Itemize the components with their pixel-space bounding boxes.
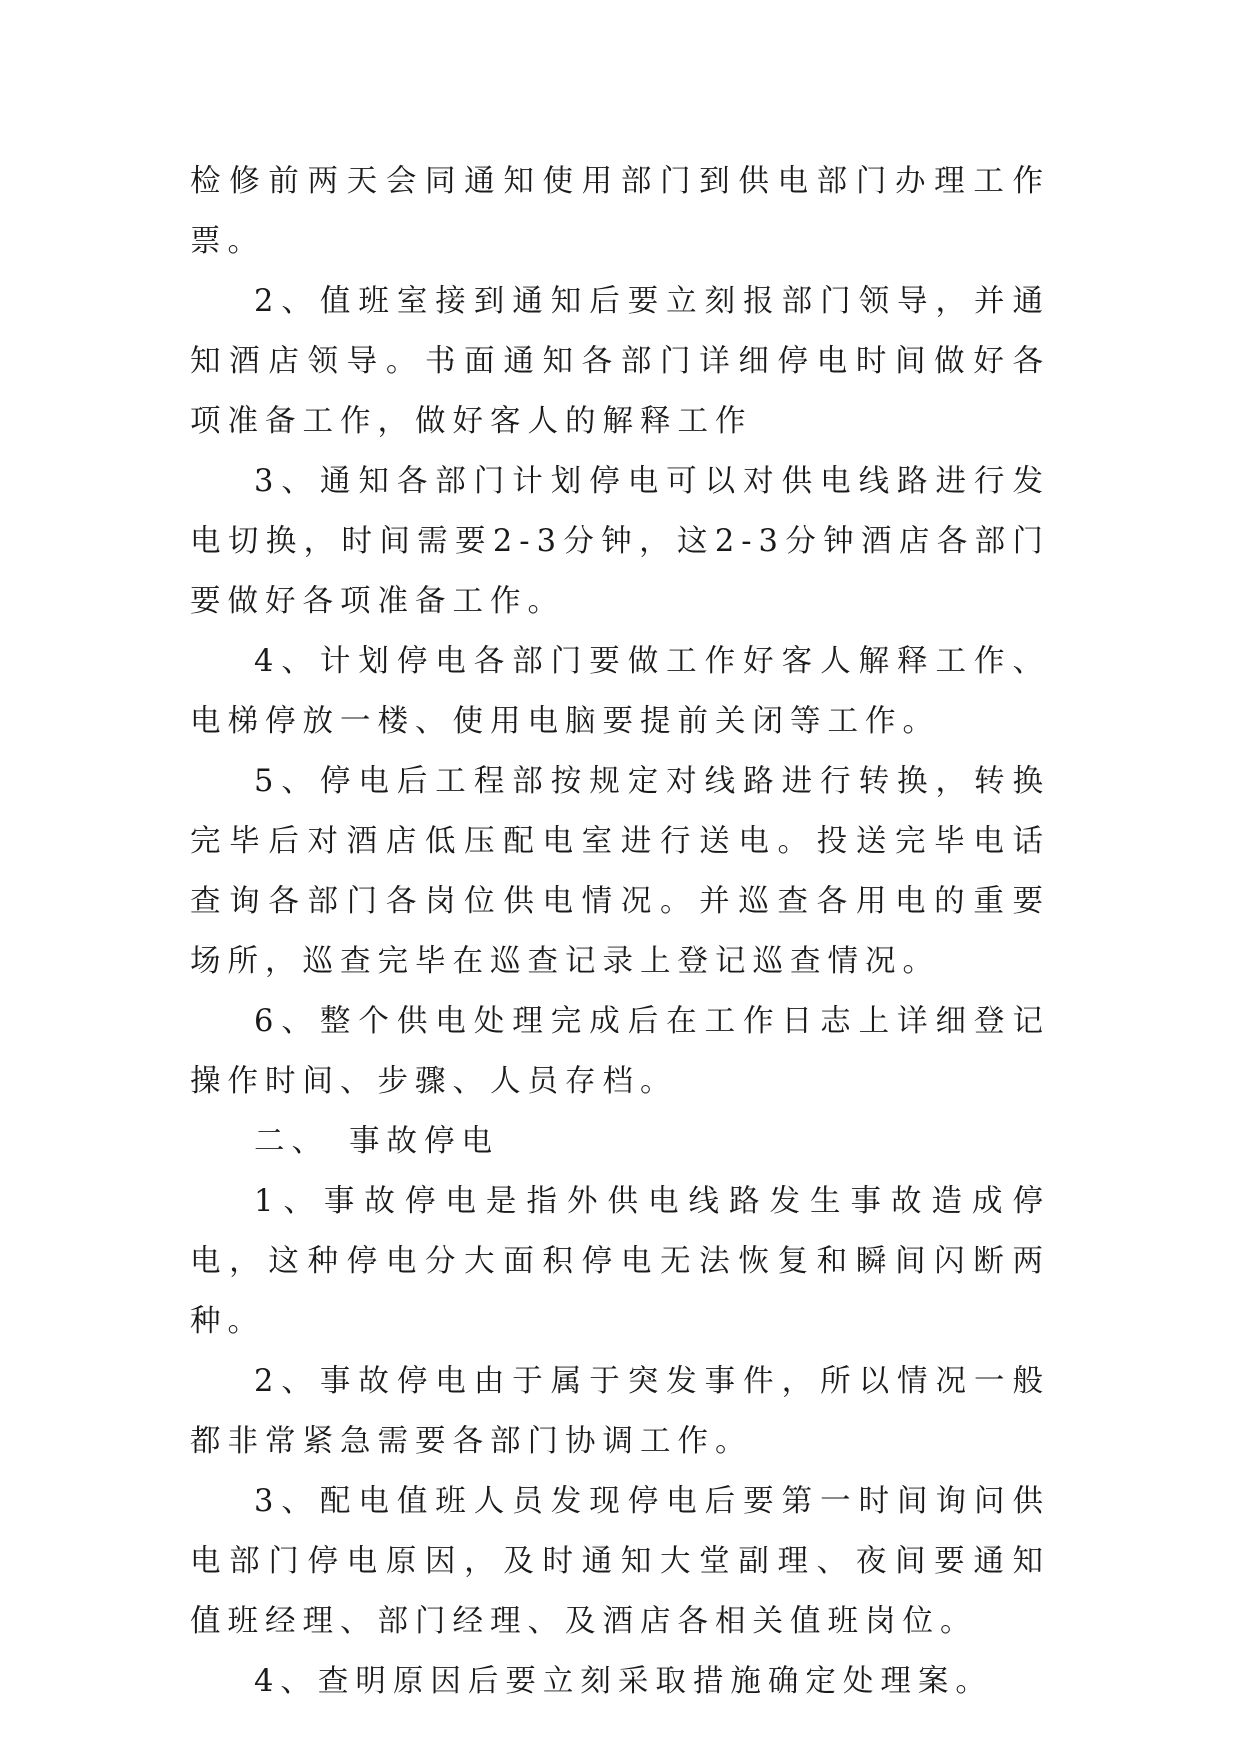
paragraph-continuation: 检修前两天会同通知使用部门到供电部门办理工作票。: [190, 164, 1050, 259]
paragraph-item-4: 4、计划停电各部门要做工作好客人解释工作、电梯停放一楼、使用电脑要提前关闭等工作。: [190, 644, 1050, 739]
paragraph-accident-4: 4、查明原因后要立刻采取措施确定处理案。: [254, 1664, 993, 1699]
section-heading-title: 事故停电: [349, 1124, 499, 1159]
paragraph-accident-1: 1、事故停电是指外供电线路发生事故造成停电，这种停电分大面积停电无法恢复和瞬间闪断两种。: [190, 1184, 1050, 1339]
section-heading: [190, 1112, 1050, 1172]
paragraph-item-6: 6、整个供电处理完成后在工作日志上详细登记操作时间、步骤、人员存档。: [190, 1004, 1050, 1099]
paragraph-item-5: 5、停电后工程部按规定对线路进行转换，转换完毕后对酒店低压配电室进行送电。投送完毕电话查询各部门各岗位供电情况。并巡查各用电的重要场所，巡查完毕在巡查记录上登记巡查情况。: [190, 764, 1050, 979]
paragraph-item-3: 3、通知各部门计划停电可以对供电线路进行发电切换，时间需要2-3分钟，这2-3分钟酒店各部门要做好各项准备工作。: [190, 464, 1050, 619]
paragraph-accident-3: 3、配电值班人员发现停电后要第一时间询问供电部门停电原因，及时通知大堂副理、夜间要通知值班经理、部门经理、及酒店各相关值班岗位。: [190, 1484, 1050, 1639]
document-body: [190, 152, 1050, 1712]
paragraph-item-2: 2、值班室接到通知后要立刻报部门领导，并通知酒店领导。书面通知各部门详细停电时间做好各项准备工作，做好客人的解释工作: [190, 284, 1050, 439]
paragraph-accident-2: 2、事故停电由于属于突发事件，所以情况一般都非常紧急需要各部门协调工作。: [190, 1364, 1050, 1459]
section-heading-number: 二、: [254, 1124, 329, 1159]
